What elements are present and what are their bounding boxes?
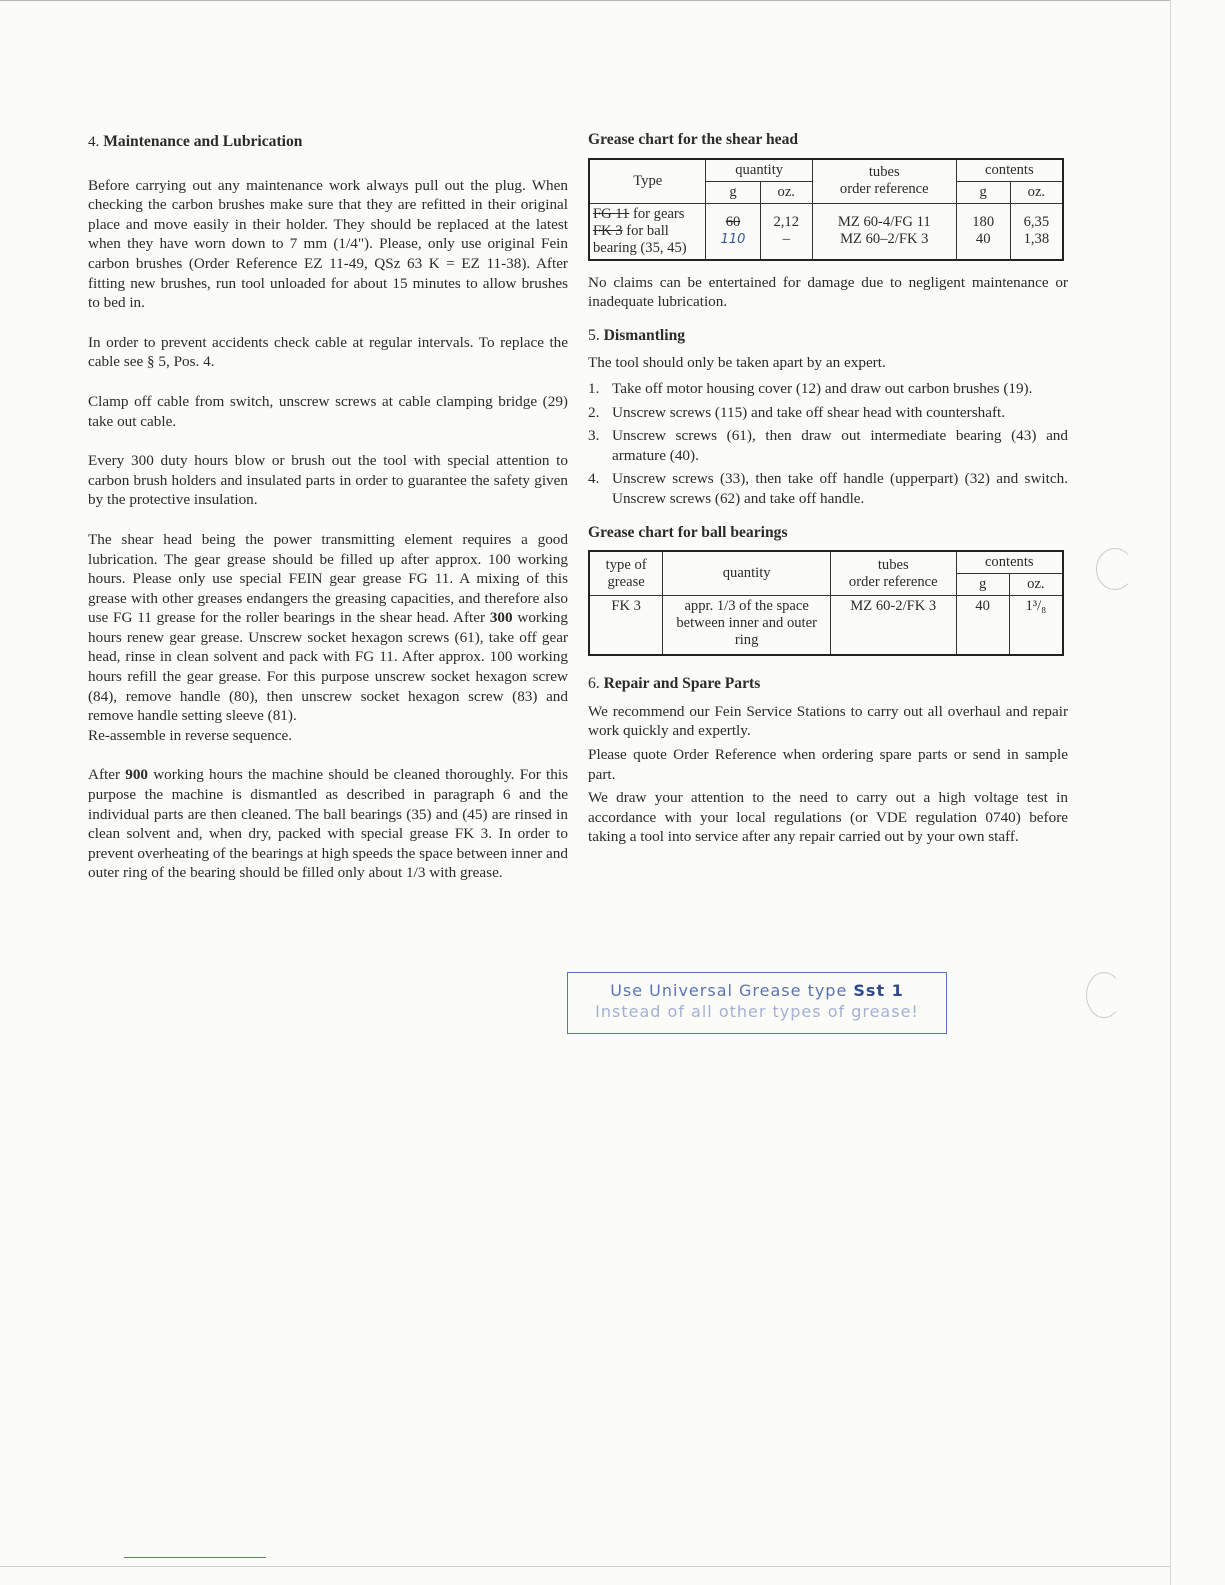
- paragraph-carbon-brushes: Before carrying out any maintenance work always pull out the plug. When checking the carbon brushes make sure that they are refitted in their original place and move easily in their holder. They should be replaced at the latest when they have worn down to 7 mm (1/4"). Please, only use original Fein carbon brushes (Order Reference EZ 11-49, QSz 63 K = EZ 11-38). After fitting new brushes, run tool unloaded for about 15 minutes to allow brushes to bed in.: [88, 176, 568, 312]
- header-quantity: quantity: [663, 551, 831, 596]
- cell-quantity-oz: 2,12 –: [760, 203, 812, 260]
- paragraph-300-hours: Every 300 duty hours blow or brush out the tool with special attention to carbon brush holders and insulated parts in order to guarantee the safety given by the protective insulation.: [88, 452, 568, 509]
- header-contents-oz: oz.: [1010, 181, 1063, 203]
- cell-type: FK 3: [589, 596, 663, 656]
- bottom-mark-line: [124, 1557, 266, 1558]
- header-tubes: tubes order reference: [812, 159, 956, 204]
- right-column: [588, 130, 1068, 847]
- header-contents: contents: [956, 551, 1063, 574]
- stamp-line-2: Instead of all other types of grease!: [595, 1002, 919, 1021]
- header-type: Type: [589, 159, 706, 204]
- cell-quantity-g: 60 110: [706, 203, 760, 260]
- paragraph-900-hours: After 900 working hours the machine should be cleaned thoroughly. For this purpose the machine is dismantled as described in paragraph 6 and the individual parts are then cleaned. The ball bearings (35) and (45) are rinsed in clean solvent and, when dry, packed with special grease FK 3. In order to prevent overheating of the bearings at high speeds the space between inner and outer ring of the bearing should be filled only about 1/3 with grease.: [88, 766, 568, 882]
- paragraph-shear-head-lubrication: The shear head being the power transmitting element requires a good lubrication. The gear grease should be filled up after approx. 100 working hours. Please only use special FEIN gear grease FG 11. A mixing of this grease with other greases endangers the greasing capacities, and therefore also use FG 11 grease for the roller bearings in the shear head. After 300 working hours renew gear grease. Unscrew socket hexagon screws (61), take off gear head, rinse in clean solvent and pack with FG 11. After approx. 100 working hours refill the gear grease. For this purpose unscrew socket hexagon screw (84), remove handle (80), then unscrew socket hexagon screw (83) and remove handle setting sleeve (81).: [88, 530, 568, 725]
- header-tubes: tubes order reference: [831, 551, 957, 596]
- header-quantity: quantity: [706, 159, 812, 182]
- header-contents-g: g: [956, 574, 1009, 596]
- cell-contents-oz: 1³/₈: [1009, 596, 1063, 656]
- header-contents: contents: [956, 159, 1063, 182]
- paragraph-high-voltage-test: We draw your attention to the need to carry out a high voltage test in accordance with your local regulations (or VDE regulation 0740) before taking a tool into service after any repair carried out by your own staff.: [588, 789, 1068, 846]
- cell-type: FG 11 for gears FK 3 for ball bearing (35, 45): [589, 203, 706, 260]
- stamp-line-1: Use Universal Grease type Sst 1: [610, 981, 904, 1000]
- grease-stamp: [567, 972, 947, 1034]
- list-item: 2. Unscrew screws (115) and take off shear head with countershaft.: [588, 403, 1006, 421]
- cell-contents-g: 40: [956, 596, 1009, 656]
- paragraph-claims: No claims can be entertained for damage due to negligent maintenance or inadequate lubrication.: [588, 273, 1068, 311]
- header-type-of-grease: type of grease: [589, 551, 663, 596]
- cell-order-reference: MZ 60-4/FG 11 MZ 60–2/FK 3: [812, 203, 956, 260]
- shear-head-grease-table: [588, 158, 1064, 261]
- top-edge-line: [0, 0, 1170, 1]
- dismantling-steps: [588, 379, 1068, 509]
- section-5-heading: 5. Dismantling: [588, 326, 686, 344]
- section-4-title: Maintenance and Lubrication: [103, 133, 303, 150]
- list-item: 3. Unscrew screws (61), then draw out intermediate bearing (43) and armature (40).: [588, 427, 1068, 464]
- header-quantity-oz: oz.: [760, 181, 812, 203]
- paragraph-repair-recommend: We recommend our Fein Service Stations to carry out all overhaul and repair work quickly and expertly.: [588, 702, 1068, 740]
- paragraph-order-reference: Please quote Order Reference when ordering spare parts or send in sample part.: [588, 745, 1068, 783]
- punch-hole-mark: [1096, 548, 1134, 590]
- cell-contents-oz: 6,35 1,38: [1010, 203, 1063, 260]
- cell-contents-g: 180 40: [956, 203, 1010, 260]
- paragraph-reassemble: Re-assemble in reverse sequence.: [88, 726, 293, 744]
- punch-hole-mark: [1086, 972, 1122, 1018]
- bottom-edge-line: [0, 1566, 1170, 1567]
- ball-bearing-grease-table: [588, 550, 1064, 656]
- section-4-heading: [88, 132, 568, 152]
- paragraph-dismantling-intro: The tool should only be taken apart by an expert.: [588, 354, 886, 372]
- section-6-heading: 6. Repair and Spare Parts: [588, 675, 761, 693]
- handwritten-correction: 110: [720, 232, 746, 248]
- section-4-number: 4.: [88, 133, 100, 150]
- header-contents-g: g: [956, 181, 1010, 203]
- cell-order-reference: MZ 60-2/FK 3: [831, 596, 957, 656]
- page-edge-line: [1170, 0, 1171, 1585]
- header-quantity-g: g: [706, 181, 760, 203]
- ball-chart-title: Grease chart for ball bearings: [588, 523, 788, 541]
- paragraph-clamp-cable: Clamp off cable from switch, unscrew screws at cable clamping bridge (29) take out cable.: [88, 392, 568, 430]
- table-row: [589, 596, 1063, 656]
- table-row: [589, 203, 1063, 260]
- list-item: 1. Take off motor housing cover (12) and draw out carbon brushes (19).: [588, 379, 1033, 397]
- header-contents-oz: oz.: [1009, 574, 1063, 596]
- cell-quantity: appr. 1/3 of the space between inner and outer ring: [663, 596, 831, 656]
- paragraph-cable-check: In order to prevent accidents check cable at regular intervals. To replace the cable see § 5, Pos. 4.: [88, 333, 568, 371]
- left-column: [88, 132, 568, 883]
- shear-chart-title: Grease chart for the shear head: [588, 131, 799, 148]
- list-item: 4. Unscrew screws (33), then take off handle (upperpart) (32) and switch. Unscrew screws (62) and take off handle.: [588, 470, 1068, 507]
